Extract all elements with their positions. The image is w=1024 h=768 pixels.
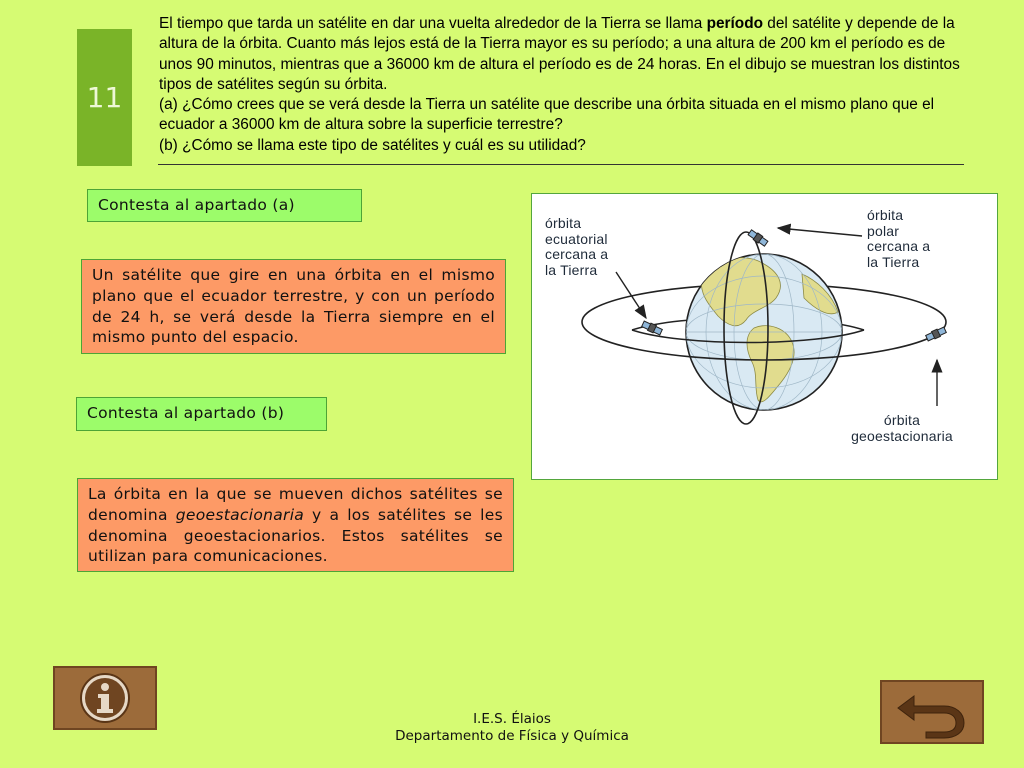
footer-department: Departamento de Física y Química bbox=[395, 728, 629, 744]
label-equatorial-orbit: órbita ecuatorial cercana a la Tierra bbox=[545, 215, 609, 278]
problem-statement bbox=[159, 14, 965, 156]
problem-intro-text: El tiempo que tarda un satélite en dar una vuelta alrededor de la Tierra se llama bbox=[159, 15, 707, 32]
section-a-answer bbox=[81, 259, 506, 354]
back-button[interactable] bbox=[880, 680, 984, 744]
orbits-figure bbox=[531, 193, 998, 480]
section-b-answer bbox=[77, 478, 514, 572]
problem-number-text: 11 bbox=[86, 81, 123, 114]
info-button[interactable] bbox=[53, 666, 157, 730]
section-a-answer-text: Un satélite que gire en una órbita en el mismo plano que el ecuador terrestre, y con un período de 24 h, se verá desde la Tierra siempre en el mismo punto del espacio. bbox=[92, 266, 495, 347]
footer-school: I.E.S. Élaios bbox=[473, 711, 551, 727]
return-arrow-icon bbox=[882, 682, 982, 742]
satellite-geo-icon bbox=[925, 326, 947, 342]
question-a: (a) ¿Cómo crees que se verá desde la Tierra un satélite que describe una órbita situada en el mismo plano que el ecuador a 36000 km de altura sobre la superficie terrestre? bbox=[159, 96, 935, 134]
section-b-label bbox=[76, 397, 327, 431]
section-b-answer-italic: geoestacionaria bbox=[175, 505, 305, 524]
problem-intro-rest: del satélite y depende de la altura de la órbita. Cuanto más lejos está de la Tierra mayor es su período; a una altura de 200 km el período es de unos 90 minutos, mientras que a 36000 km de altura el período es de 24 horas. En el dibujo se muestran los distintos tipos de satélites según su órbita. bbox=[159, 15, 960, 93]
problem-intro bbox=[159, 14, 965, 95]
label-polar-orbit: órbita polar cercana a la Tierra bbox=[867, 207, 931, 270]
header-divider bbox=[158, 164, 964, 165]
label-geo-orbit: órbita geoestacionaria bbox=[851, 412, 953, 444]
problem-number bbox=[77, 29, 132, 166]
section-a-label-text: Contesta al apartado (a) bbox=[98, 196, 295, 214]
problem-intro-bold: período bbox=[706, 15, 763, 32]
satellite-polar-icon bbox=[748, 229, 769, 247]
arrow-polar bbox=[778, 228, 862, 236]
section-b-label-text: Contesta al apartado (b) bbox=[87, 404, 285, 422]
section-b-answer-rest: y a los satélites se les denomina geoestacionarios. Estos satélites se utilizan para comunicaciones. bbox=[88, 505, 503, 566]
section-b-answer-text: La órbita en la que se mueven dichos satélites se denomina bbox=[88, 485, 503, 524]
arrow-equatorial bbox=[616, 272, 646, 318]
question-b: (b) ¿Cómo se llama este tipo de satélites y cuál es su utilidad? bbox=[159, 136, 586, 154]
info-icon bbox=[55, 668, 155, 728]
footer bbox=[312, 711, 712, 745]
section-a-label bbox=[87, 189, 362, 222]
